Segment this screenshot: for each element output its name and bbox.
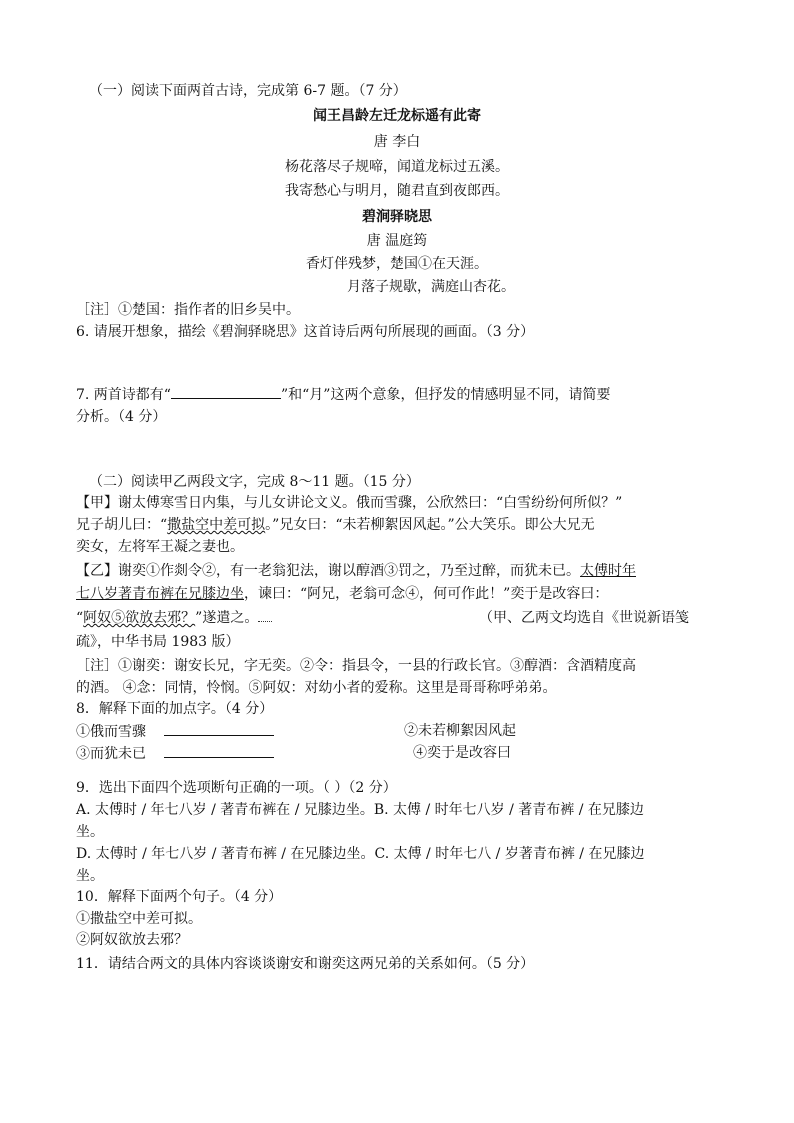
q8-item-2: ②未若柳絮因风起 [404, 723, 516, 739]
passage-jia-wavy-sentence: 撒盐空中差可拟 [167, 517, 266, 533]
answer-blank[interactable] [164, 721, 274, 736]
q9-options-dc-line2: 坐。 [76, 868, 104, 884]
passage-yi-text-c: ”遂遣之。 [195, 610, 259, 626]
question-6: 6. 请展开想象，描绘《碧涧驿晓思》这首诗后两句所展现的画面。（3 分） [76, 324, 535, 340]
passage-jia-line3: 奕女，左将军王凝之妻也。 [76, 539, 244, 555]
section2-intro: （二）阅读甲乙两段文字，完成 8～11 题。（15 分） [89, 474, 420, 490]
poem2-line1: 香灯伴残梦，楚国①在天涯。 [306, 256, 488, 272]
question-7-line1 [76, 384, 610, 405]
answer-blank[interactable] [164, 743, 274, 758]
q10-item-1: ①撒盐空中差可拟。 [76, 911, 202, 927]
q8-item-3-row [76, 743, 274, 764]
section1-intro: （一）阅读下面两首古诗，完成第 6-7 题。（7 分） [89, 83, 407, 99]
poem-note: ［注］①楚国：指作者的旧乡吴中。 [76, 302, 300, 318]
passage-yi-text-a: 【乙】谢奕①作剡令②，有一老翁犯法，谢以醇酒③罚之，乃至过醉，而犹未已。 [76, 563, 580, 579]
question-7-line2: 分析。（4 分） [76, 409, 167, 425]
poem1-line2: 我寄愁心与明月，随君直到夜郎西。 [285, 183, 509, 199]
poem1-title: 闻王昌龄左迁龙标遥有此寄 [313, 108, 481, 124]
q9-options-ab-line1: A. 太傅时 / 年七八岁 / 著青布裤在 / 兄膝边坐。B. 太傅 / 时年七八岁 / 著青布裤 / 在兄膝边 [76, 802, 644, 818]
passage-yi-line1 [76, 561, 636, 581]
wavy-mark [258, 611, 272, 622]
passage-yi-underlined-b: 七八岁著青布裤在兄膝边坐 [76, 586, 244, 602]
passage-yi-underlined-a: 太傅时年 [580, 563, 636, 579]
q8-item-3: ③而犹未已 [76, 746, 146, 762]
passage-note-line2: 的酒。 ④念：同情，怜悯。⑤阿奴：对幼小者的爱称。这里是哥哥称呼弟弟。 [76, 680, 557, 696]
passage-yi-wavy-sentence: 阿奴⑤欲放去邪？ [83, 610, 196, 626]
passage-jia-line1: 【甲】谢太傅寒雪日内集，与儿女讲论文义。俄而雪骤，公欣然曰：“白雪纷纷何所似？” [76, 495, 623, 511]
q8-item-1: ①俄而雪骤 [76, 724, 146, 740]
passage-jia-text-a: 兄子胡儿曰：“ [76, 517, 168, 533]
question-11: 11．请结合两文的具体内容谈谈谢安和谢奕这两兄弟的关系如何。（5 分） [76, 956, 535, 972]
question-9: 9．选出下面四个选项断句正确的一项。（ ）（2 分） [76, 780, 397, 796]
passage-yi-line3 [76, 608, 272, 628]
poem1-line1: 杨花落尽子规啼，闻道龙标过五溪。 [285, 159, 509, 175]
passage-source: （甲、乙两文均选自《世说新语笺 [479, 610, 689, 626]
passage-yi-text-b: ，谏曰：“阿兄，老翁可念④，何可作此！”奕于是改容曰： [244, 586, 609, 602]
question-7-text-a: 7. 两首诗都有“ [76, 387, 171, 403]
poem2-title: 碧涧驿晓思 [362, 209, 432, 225]
passage-jia-text-c: 。”兄女曰：“未若柳絮因风起。”公大笑乐。即公大兄无 [265, 517, 595, 533]
passage-source-line2: 疏》，中华书局 1983 版） [76, 634, 240, 650]
question-7-text-b: ”和“月”这两个意象，但抒发的情感明显不同，请简要 [280, 387, 611, 403]
poem1-author: 唐 李白 [373, 134, 421, 150]
passage-note-line1: ［注］①谢奕：谢安长兄，字无奕。②令：指县令，一县的行政长官。③醇酒：含酒精度高 [76, 658, 636, 674]
answer-blank[interactable] [171, 384, 281, 399]
question-10: 10．解释下面两个句子。（4 分） [76, 889, 283, 905]
q8-item-4: ④奕于是改容曰 [413, 745, 511, 761]
q8-item-1-row [76, 721, 274, 742]
passage-yi-line2 [76, 584, 608, 604]
passage-yi-quote-open: “ [76, 610, 84, 626]
q10-item-2: ②阿奴欲放去邪？ [76, 932, 188, 948]
q9-options-ab-line2: 坐。 [76, 824, 104, 840]
passage-jia-line2 [76, 515, 595, 535]
question-8: 8．解释下面的加点字。（4 分） [76, 701, 274, 717]
poem2-line2: 月落子规歇，满庭山杏花。 [347, 279, 515, 295]
poem2-author: 唐 温庭筠 [366, 233, 428, 249]
q9-options-dc-line1: D. 太傅时 / 年七八岁 / 著青布裤 / 在兄膝边坐。C. 太傅 / 时年七八 / 岁著青布裤 / 在兄膝边 [76, 846, 645, 862]
